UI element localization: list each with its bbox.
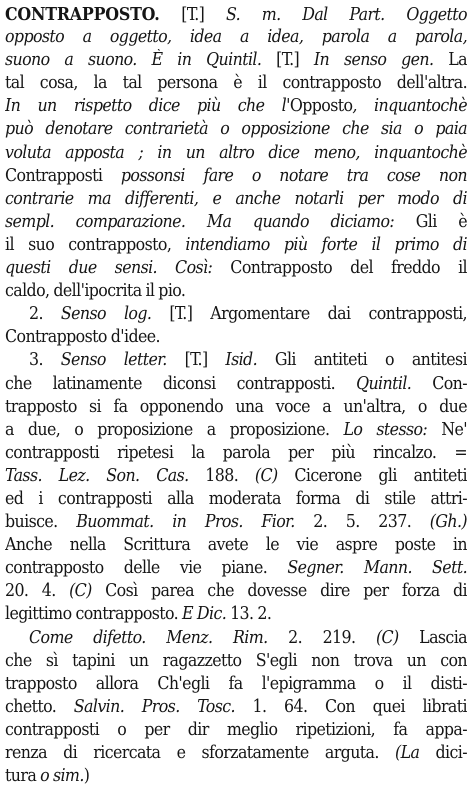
text-span: Cicerone gli antiteti — [277, 465, 467, 486]
text-span: [T.] — [261, 50, 314, 71]
text-span: Ne' — [427, 419, 467, 440]
text-line — [5, 580, 467, 603]
text-line — [5, 280, 467, 303]
text-span: Contrapposti — [5, 165, 103, 186]
italic-span: (La — [395, 743, 420, 763]
text-line — [5, 349, 467, 372]
text-line — [5, 534, 467, 557]
text-line — [5, 49, 467, 72]
headword: CONTRAPPOSTO. — [5, 4, 160, 25]
text-span: La — [433, 50, 467, 71]
text-span: [T.] Argomentare dai contrapposti, — [151, 304, 467, 325]
text-span: Contrapposto d'idee. — [5, 327, 160, 348]
text-span: tura — [5, 766, 41, 787]
italic-span: possonsi fare o notare tra cose non — [102, 165, 467, 186]
italic-span: In senso gen. — [313, 50, 434, 71]
text-line — [5, 234, 467, 257]
text-span: ed i contrapposti alla moderata forma di stile attri- — [5, 488, 467, 509]
text-span: [T.] — [159, 5, 226, 25]
italic-span: suono a suono. È in Quintil. — [5, 50, 262, 71]
text-span: Lascia — [398, 627, 467, 648]
text-line — [5, 511, 467, 534]
text-span: 188. — [188, 465, 255, 486]
italic-span: Tass. Lez. Son. Cas. — [5, 465, 189, 486]
italic-span: (Gh.) — [429, 512, 467, 533]
text-span: a due, o proposizione a proposizione. — [5, 419, 344, 440]
text-span: 2. — [29, 304, 61, 325]
text-span: contrapposti ripetesi la parola per più rincalzo. = — [5, 442, 467, 463]
italic-span: (C) — [375, 627, 399, 648]
text-line — [5, 419, 467, 442]
text-span: contrapposti o per dir meglio ripetizioni, fa appa- — [5, 719, 467, 740]
text-span: Gli antiteti o antitesi — [257, 350, 467, 371]
text-span: buisce. — [5, 512, 77, 533]
text-line — [5, 211, 467, 234]
italic-span: Come difetto. Menz. Rim. — [29, 627, 268, 648]
text-span: il suo contrapposto, — [5, 234, 172, 255]
text-span: 20. 4. — [5, 581, 70, 602]
text-line — [5, 165, 467, 188]
text-span: dici- — [419, 743, 467, 763]
italic-span: intendiamo più forte il primo di — [171, 234, 467, 255]
text-span: caldo, dell'ipocrita il pio. — [5, 281, 186, 302]
text-line — [5, 257, 467, 280]
italic-span: Isid. — [225, 350, 258, 371]
text-span: 2. 219. — [267, 627, 376, 648]
text-span: 1. 64. Con quei librati — [234, 696, 467, 717]
text-span: trapposto si fa opponendo una voce a un'altra, o due — [5, 396, 467, 417]
text-line — [5, 26, 467, 49]
italic-span: può denotare contrarietà o opposizione che sia o paia — [5, 119, 467, 140]
text-line — [5, 303, 467, 326]
italic-span: In un rispetto dice più che l' — [5, 96, 290, 117]
text-line — [5, 742, 467, 765]
italic-span: contrarie ma differenti, e anche notarli per modo di — [5, 188, 467, 209]
text-span: tal cosa, la tal persona è il contrapposto dell'altra. — [5, 73, 467, 94]
text-line — [5, 719, 467, 742]
text-span: Contrapposto del freddo il — [212, 258, 467, 279]
text-span: 3. — [29, 350, 61, 371]
italic-span: Buommat. in Pros. Fior. — [76, 512, 295, 533]
text-line — [5, 72, 467, 95]
italic-span: Quintil. — [356, 373, 412, 394]
text-line — [5, 396, 467, 419]
text-span: 13. 2. — [226, 604, 272, 625]
text-span: trapposto allora Ch'egli fa l'epigramma o il disti- — [5, 673, 467, 694]
italic-span: (C) — [254, 465, 278, 486]
italic-span: Salvin. Pros. Tosc. — [73, 696, 235, 717]
text-span: chetto. — [5, 696, 74, 717]
text-line — [5, 603, 467, 626]
italic-span: voluta apposta ; in un altro dice meno, inquantochè — [5, 142, 467, 163]
italic-span: questi due sensi. Così: — [5, 258, 213, 279]
text-span: Con- — [411, 373, 467, 394]
text-span: Gli è — [394, 211, 467, 232]
text-line — [5, 3, 467, 26]
text-line — [5, 442, 467, 465]
text-line — [5, 673, 467, 696]
text-span: [T.] — [166, 350, 226, 371]
italic-span: Segner. Mann. Sett. — [287, 558, 467, 579]
text-line — [5, 696, 467, 719]
italic-span: S. m. Dal Part. Oggetto — [225, 5, 467, 25]
italic-span: Lo stesso: — [343, 419, 428, 440]
text-span: legittimo contrapposto. — [5, 604, 183, 625]
text-span: che latinamente diconsi contrapposti. — [5, 373, 357, 394]
text-span: renza di ricercata e sforzatamente arguta. — [5, 743, 395, 763]
text-span: Opposto — [289, 96, 353, 117]
text-line — [5, 373, 467, 396]
text-line — [5, 650, 467, 673]
italic-span: , inquantochè — [352, 96, 467, 117]
text-line — [5, 488, 467, 511]
text-line — [5, 95, 467, 118]
italic-span: Senso log. — [60, 304, 152, 325]
italic-span: Senso letter. — [60, 350, 167, 371]
italic-span: o sim. — [40, 766, 84, 787]
italic-span: opposto a oggetto, idea a idea, parola a parola, — [5, 27, 467, 48]
text-span: contrapposto delle vie piane. — [5, 558, 288, 579]
text-span: Così parea che dovesse dire per forza di — [91, 581, 467, 602]
text-line — [5, 142, 467, 165]
text-line — [5, 326, 467, 349]
text-line — [5, 557, 467, 580]
dictionary-entry — [5, 3, 467, 788]
text-span: 2. 5. 237. — [294, 512, 430, 533]
text-line — [5, 627, 467, 650]
italic-span: sempl. comparazione. Ma quando diciamo: — [5, 211, 395, 232]
text-span: che sì tapini un ragazzetto S'egli non trova un con — [5, 650, 467, 671]
italic-span: (C) — [69, 581, 92, 602]
text-span: ) — [83, 766, 90, 787]
text-line — [5, 765, 467, 788]
text-line — [5, 118, 467, 141]
italic-span: E Dic. — [182, 604, 227, 625]
text-line — [5, 465, 467, 488]
text-line — [5, 188, 467, 211]
text-span: Anche nella Scrittura avete le vie aspre poste in — [5, 535, 467, 556]
